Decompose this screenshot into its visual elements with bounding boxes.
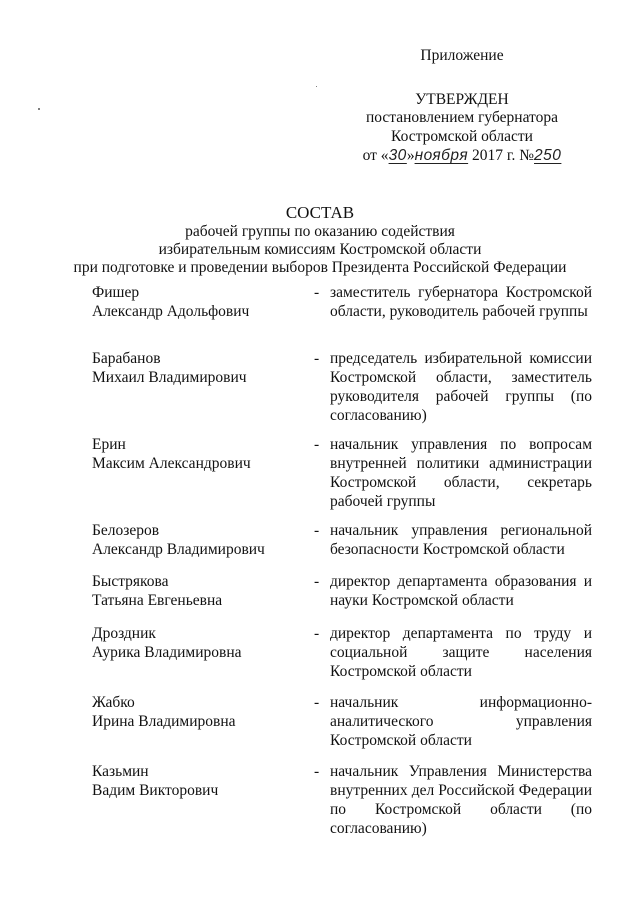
member-name	[92, 435, 302, 473]
title-line-3: при подготовке и проведении выборов Президента Российской Федерации	[73, 259, 567, 276]
member-dash: -	[314, 573, 320, 590]
member-surname: Жабко	[92, 694, 135, 711]
member-role: председатель избирательной комиссии Костромской области, заместитель руководителя рабочей группы (по согласованию)	[330, 350, 592, 424]
member-name	[92, 624, 302, 662]
member-surname: Казьмин	[92, 763, 149, 780]
member-name	[92, 762, 302, 800]
member-dash: -	[314, 522, 320, 539]
approved-region: Костромской области	[391, 128, 533, 145]
date-prefix: от «	[362, 147, 389, 164]
date-day: 30	[388, 147, 407, 164]
member-dash: -	[314, 350, 320, 367]
member-role: начальник информационно-аналитического управления Костромской области	[330, 694, 592, 749]
member-surname: Белозеров	[92, 522, 160, 539]
member-role: заместитель губернатора Костромской области, руководитель рабочей группы	[330, 284, 592, 320]
member-surname: Дроздник	[92, 625, 156, 642]
member-name	[92, 283, 302, 321]
member-name	[92, 572, 302, 610]
member-dash: -	[314, 436, 320, 453]
approval-date-line	[332, 146, 592, 165]
member-given-names: Татьяна Евгеньевна	[92, 592, 223, 609]
date-mid: »	[406, 147, 415, 164]
member-dash: -	[314, 694, 320, 711]
member-surname: Барабанов	[92, 350, 161, 367]
appendix-label: Приложение	[420, 47, 504, 64]
title-line-1: рабочей группы по оказанию содействия	[185, 223, 455, 240]
approved-label: УТВЕРЖДЕН	[415, 91, 509, 108]
member-given-names: Александр Адольфович	[92, 303, 250, 320]
scan-speck	[316, 86, 317, 87]
member-role: начальник Управления Министерства внутренних дел Российской Федерации по Костромской области (по согласованию)	[330, 763, 592, 837]
member-dash: -	[314, 763, 320, 780]
page-title: СОСТАВ	[285, 203, 355, 222]
decree-number: 250	[534, 147, 562, 164]
member-given-names: Ирина Владимировна	[92, 713, 236, 730]
member-surname: Ерин	[92, 436, 126, 453]
member-name	[92, 693, 302, 731]
scan-speck	[38, 108, 40, 110]
member-role: директор департамента образования и науки Костромской области	[330, 573, 592, 609]
member-surname: Фишер	[92, 284, 140, 301]
title-line-2: избирательным комиссиям Костромской области	[158, 241, 482, 258]
member-role: начальник управления по вопросам внутренней политики администрации Костромской области, секретарь рабочей группы	[330, 436, 592, 510]
member-dash: -	[314, 625, 320, 642]
member-dash: -	[314, 284, 320, 301]
member-name	[92, 349, 302, 387]
member-given-names: Вадим Викторович	[92, 782, 219, 799]
member-name	[92, 521, 302, 559]
member-surname: Быстрякова	[92, 573, 169, 590]
member-given-names: Михаил Владимирович	[92, 369, 247, 386]
date-month: ноября	[414, 147, 469, 164]
member-role: начальник управления региональной безопасности Костромской области	[330, 522, 592, 558]
member-given-names: Аурика Владимировна	[92, 644, 242, 661]
member-given-names: Александр Владимирович	[92, 541, 265, 558]
member-given-names: Максим Александрович	[92, 455, 251, 472]
date-year: 2017 г. №	[468, 147, 535, 164]
member-role: директор департамента по труду и социальной защите населения Костромской области	[330, 625, 592, 680]
approved-by: постановлением губернатора	[365, 109, 559, 126]
